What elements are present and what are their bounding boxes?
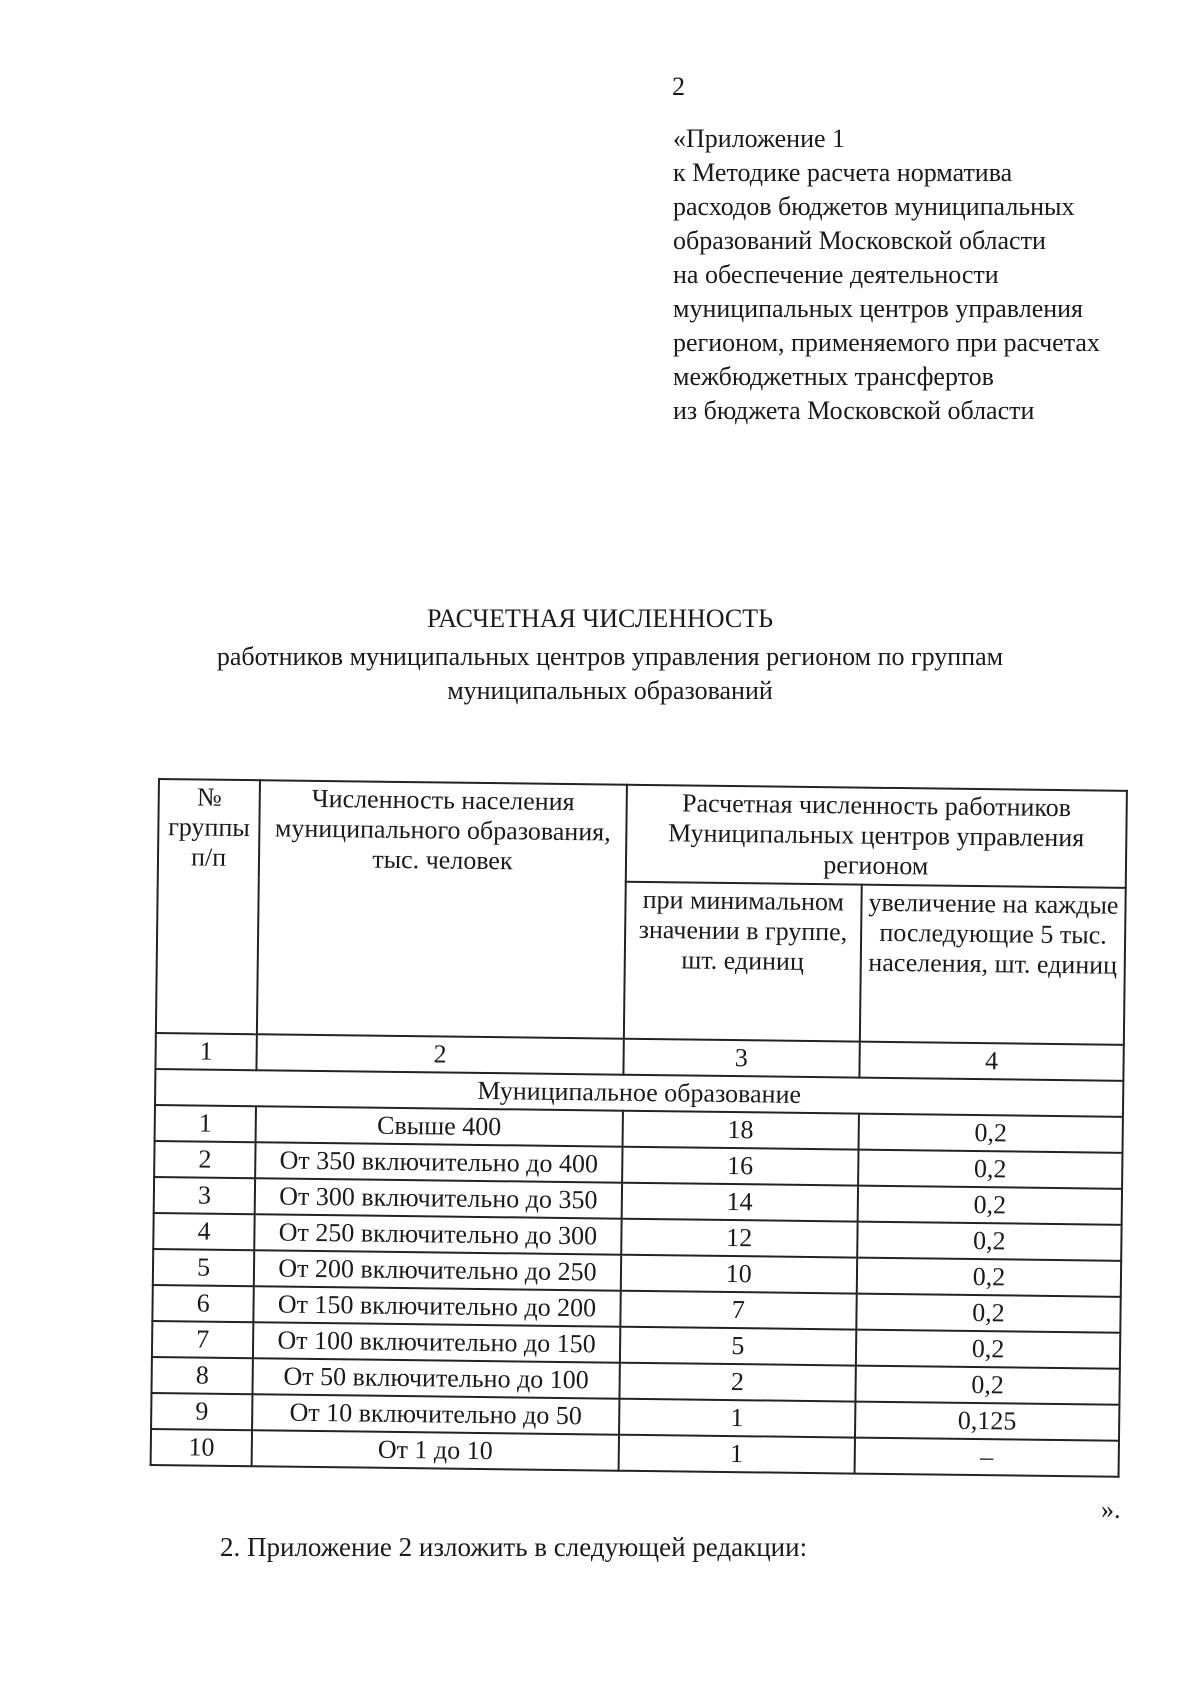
annex-header	[673, 122, 1193, 428]
table-header-row	[158, 779, 1127, 888]
paragraph-item-2: 2. Приложение 2 изложить в следующей редакции:	[220, 1532, 808, 1562]
min-staff-cell: 12	[621, 1219, 858, 1258]
document-title: РАСЧЕТНАЯ ЧИСЛЕННОСТЬ	[426, 604, 774, 633]
min-staff-cell: 2	[619, 1363, 856, 1402]
increment-cell: 0,2	[856, 1294, 1121, 1333]
column-number: 4	[859, 1042, 1124, 1081]
annex-header-line: расходов бюджетов муниципальных	[673, 192, 1075, 221]
increment-cell: 0,2	[855, 1366, 1120, 1405]
header-staffing-group: Расчетная численность работников Муниципальных центров управления регионом	[625, 785, 1126, 888]
increment-cell: 0,2	[857, 1258, 1122, 1297]
annex-header-line: из бюджета Московской области	[673, 396, 1035, 425]
population-cell: От 10 включительно до 50	[252, 1394, 619, 1434]
population-cell: От 250 включительно до 300	[254, 1214, 621, 1254]
min-staff-cell: 18	[622, 1111, 859, 1150]
increment-cell: 0,2	[856, 1330, 1121, 1369]
annex-header-line: «Приложение 1	[673, 124, 846, 153]
population-cell: От 100 включительно до 150	[253, 1322, 620, 1362]
document-subtitle: работников муниципальных центров управления регионом по группам муниципальных образований	[216, 642, 1004, 705]
min-staff-cell: 14	[621, 1183, 858, 1222]
population-cell: От 300 включительно до 350	[255, 1178, 622, 1218]
column-number: 3	[623, 1039, 860, 1078]
population-cell: Свыше 400	[256, 1106, 623, 1146]
header-group-number: № группы п/п	[156, 779, 260, 1034]
closing-quote: ».	[1101, 1495, 1121, 1524]
min-staff-cell: 16	[622, 1147, 859, 1186]
increment-cell: 0,125	[855, 1402, 1120, 1441]
group-number-cell: 7	[152, 1321, 254, 1358]
population-cell: От 50 включительно до 100	[253, 1358, 620, 1398]
column-number: 1	[155, 1033, 257, 1070]
header-increment: увеличение на каждые последующие 5 тыс. населения, шт. единиц	[860, 884, 1126, 1044]
min-staff-cell: 1	[619, 1399, 856, 1438]
increment-cell: 0,2	[857, 1222, 1122, 1261]
group-number-cell: 9	[151, 1393, 253, 1430]
group-number-cell: 5	[153, 1249, 255, 1286]
increment-cell: 0,2	[858, 1114, 1123, 1153]
population-cell: От 1 до 10	[252, 1430, 619, 1470]
annex-header-line: муниципальных центров управления	[673, 294, 1084, 323]
population-cell: От 150 включительно до 200	[254, 1286, 621, 1326]
min-staff-cell: 5	[620, 1327, 857, 1366]
group-number-cell: 4	[153, 1213, 255, 1250]
annex-header-line: образований Московской области	[673, 226, 1046, 255]
group-number-cell: 2	[154, 1141, 256, 1178]
column-number: 2	[257, 1034, 624, 1074]
min-staff-cell: 1	[618, 1435, 855, 1474]
group-number-cell: 8	[151, 1357, 253, 1394]
group-number-cell: 6	[152, 1285, 254, 1322]
header-min-value: при минимальном значении в группе, шт. единиц	[624, 881, 862, 1041]
increment-cell: 0,2	[858, 1186, 1123, 1225]
min-staff-cell: 7	[620, 1291, 857, 1330]
annex-header-line: межбюджетных трансфертов	[673, 362, 994, 391]
section-title: Муниципальное образование	[155, 1069, 1123, 1117]
header-population: Численность населения муниципального образования, тыс. человек	[257, 780, 626, 1038]
increment-cell: 0,2	[858, 1150, 1123, 1189]
staffing-norm-table	[150, 778, 1128, 1478]
population-cell: От 350 включительно до 400	[255, 1142, 622, 1182]
group-number-cell: 1	[155, 1105, 257, 1142]
annex-header-line: регионом, применяемого при расчетах	[673, 328, 1100, 357]
increment-cell: –	[854, 1438, 1119, 1477]
group-number-cell: 10	[151, 1429, 253, 1466]
page-number: 2	[672, 72, 685, 101]
min-staff-cell: 10	[620, 1255, 857, 1294]
annex-header-line: к Методике расчета норматива	[673, 158, 1013, 187]
population-cell: От 200 включительно до 250	[254, 1250, 621, 1290]
group-number-cell: 3	[154, 1177, 256, 1214]
annex-header-line: на обеспечение деятельности	[673, 260, 999, 289]
